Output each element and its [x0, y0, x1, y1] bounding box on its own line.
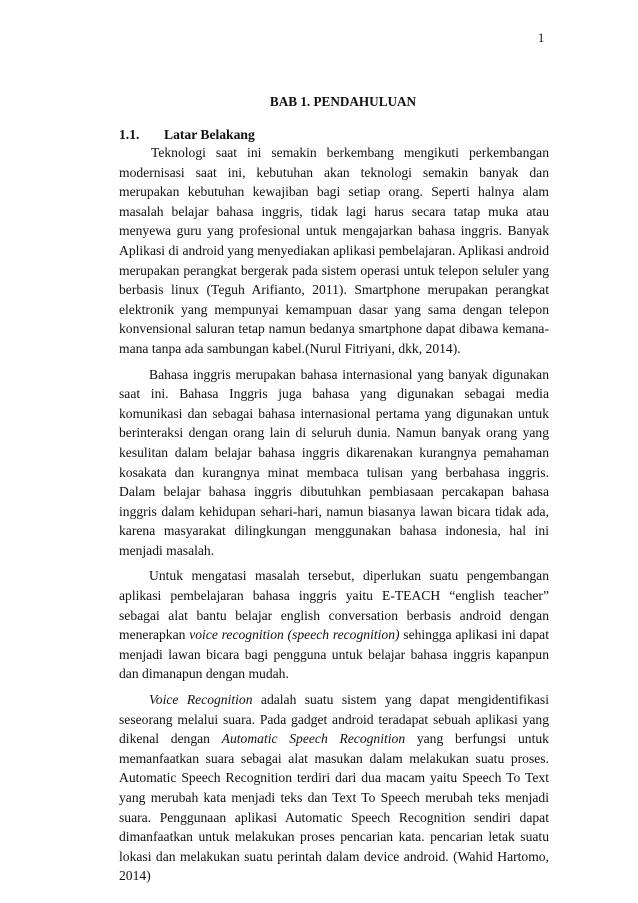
paragraph-4-italic-term-a: Voice Recognition: [149, 692, 253, 708]
paragraph-4-text-b: adalah suatu sistem yang dapat mengidentifikasi seseorang melalui suara. Pada gadget android teradapat sebuah aplikasi yang dikenal dengan: [119, 692, 549, 747]
paragraph-3-italic-term: voice recognition (speech recognition): [189, 627, 400, 643]
paragraph-2: Bahasa inggris merupakan bahasa internasional yang banyak digunakan saat ini. Bahasa Inggris juga bahasa yang digunakan sebagai media komunikasi dan sebagai bahasa internasional pertama yang digunakan untuk berinteraksi dengan orang lain di seluruh dunia. Namun banyak orang yang kesulitan dalam belajar bahasa inggris dikarenakan kurangnya pemahaman kosakata dan kurangnya minat membaca tulisan yang berbahasa inggris. Dalam belajar bahasa inggris dibutuhkan pembiasaan percakapan bahasa inggris dalam kehidupan sehari-hari, namun biasanya lawan bicara tidak ada, karena masyarakat dilingkungan menggunakan bahasa indonesia, hal ini menjadi masalah.: [119, 366, 549, 558]
paragraph-4: [119, 690, 549, 886]
paragraph-3-text-a: Untuk mengatasi masalah tersebut, diperlukan suatu pengembangan aplikasi pembelajaran bahasa inggris yaitu E-TEACH “english teacher” sebagai alat bantu belajar english conversation berbasis android dengan menerapkan: [119, 568, 549, 643]
document-body: [119, 124, 549, 886]
paragraph-4-text-d: yang berfungsi untuk memanfaatkan suara sebagai alat masukan dalam melakukan suatu proses. Automatic Speech Recognition terdiri dari dua macam yaitu Speech To Text yang merubah kata menjadi teks dan Text To Speech merubah teks menjadi suara. Penggunaan aplikasi Automatic Speech Recognition sendiri dapat dimanfaatkan untuk melakukan proses pencarian kata. pencarian letak suatu lokasi dan melakukan suatu perintah dalam device android. (Wahid Hartomo, 2014): [119, 731, 549, 884]
chapter-title: BAB 1. PENDAHULUAN: [269, 94, 417, 109]
section-heading: [119, 124, 549, 145]
section-title: Latar Belakang: [164, 127, 255, 142]
paragraph-4-italic-term-c: Automatic Speech Recognition: [221, 731, 406, 747]
paragraph-1: Teknologi saat ini semakin berkembang mengikuti perkembangan modernisasi saat ini, kebutuhan akan teknologi semakin banyak dan merupakan kebutuhan kewajiban bagi setiap orang. Seperti halnya alam masalah belajar bahasa inggris, tidak lagi harus secara tatap muka atau menyewa guru yang profesional untuk mengajarkan bahasa inggris. Banyak Aplikasi di android yang menyediakan aplikasi pembelajaran. Aplikasi android merupakan perangkat bergerak pada sistem operasi untuk telepon seluler yang berbasis linux (Teguh Arifianto, 2011). Smartphone merupakan perangkat elektronik yang mempunyai kemampuan dasar yang sama dengan telepon konvensional saluran tetap namun bedanya smartphone dapat dibawa kemana-mana tanpa ada sambungan kabel.(Nurul Fitriyani, dkk, 2014).: [119, 145, 549, 356]
paragraph-3: [119, 566, 549, 684]
section-number: 1.1.: [119, 127, 140, 142]
paragraph-3-text-c: sehingga aplikasi ini dapat menjadi lawan bicara bagi pengguna untuk belajar bahasa inggris kapanpun dan dimanapun dengan mudah.: [119, 627, 549, 682]
page-number: 1: [538, 31, 545, 45]
